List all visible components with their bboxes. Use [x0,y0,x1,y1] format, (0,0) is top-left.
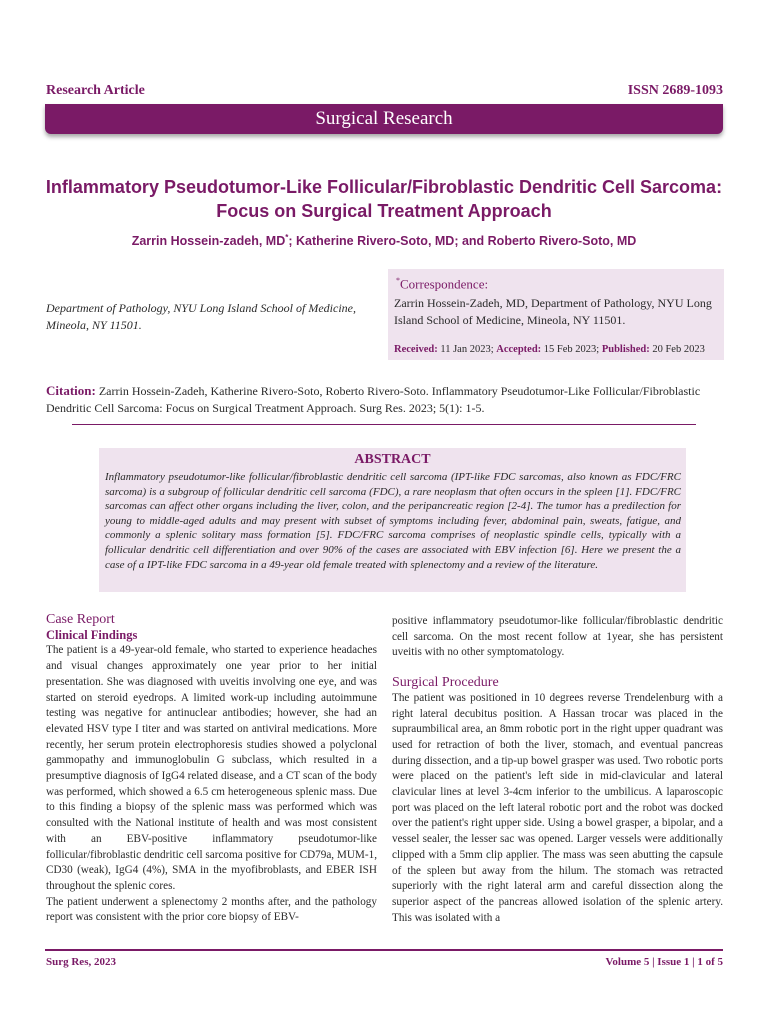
journal-banner: Surgical Research [45,104,723,134]
accepted-label: Accepted: [496,344,542,355]
abstract-text: Inflammatory pseudotumor-like follicular/fibroblastic dendritic cell sarcoma (IPT-like FDC sarcomas, also known as FDC/FRC sarcoma) is a subgroup of follicular dendritic cell sarcoma (FDC), a rare neoplasm that often occurs in the spleen [1]. FDC/FRC sarcomas can affect other organs including the liver, colon, and the peripancreatic region [2-4]. The tumor has a predilection for young to middle-aged adults and may present with subset of symptoms including fever, abdominal pain, sweats, fatigue, and commonly a splenic solitary mass formation [5]. FDC/FRC sarcoma comprises of neoplastic spindle cells, typically with a follicular dendritic cell differentiation and over 90% of the cases are associated with EBV infection [6]. Here we present the a case of a IPT-like FDC sarcoma in a 49-year old female treated with splenectomy and a review of the literature. [105,471,681,571]
surgical-procedure-heading: Surgical Procedure [392,675,499,691]
clinical-findings-continued: positive inflammatory pseudotumor-like follicular/fibroblastic dendritic cell sarcoma. On the most recent follow at 1year, she has persistent uveitis with no other symptomatology. [392,615,723,659]
correspondence-heading-text: Correspondence: [400,276,489,292]
published-date: 20 Feb 2023 [652,344,705,355]
accepted-date: 15 Feb 2023; [543,344,600,355]
clinical-findings-para1: The patient is a 49-year-old female, who started to experience headaches and visual changes approximately one year prior to her initial presentation. She was diagnosed with uveitis involving one eye, and was started on steroid eyedrops. A limited work-up including autoimmune testing was negative for antinuclear antibodies; however, she had an elevated HSV type I titer and was started on antiviral medications. More recently, her serum protein electrophoresis studies showed a polyclonal gammopathy and immunoglobulin G subclass, which resulted in a presumptive diagnosis of IgG4 related disease, and a CT scan of the body was performed, which showed a 6.5 cm heterogeneous splenic mass. Due to this finding a biopsy of the splenic mass was performed which was consulted with the National institute of health and was most consistent with an EBV-positive inflammatory pseudotumor-like follicular/fibroblastic dendritic cell sarcoma positive for CD79a, MUM-1, CD30 (weak), IgG4 (4%), SMA in the myofibroblasts, and EBER ISH throughout the splenic cores. [46,644,377,892]
abstract-heading: ABSTRACT [354,452,431,467]
affiliation: Department of Pathology, NYU Long Island School of Medicine, Mineola, NY 11501. [46,301,356,332]
left-column [46,612,377,926]
right-column [392,614,723,926]
footer-journal-year: Surg Res, 2023 [46,956,116,968]
paper-title-line1: Inflammatory Pseudotumor-Like Follicular/Fibroblastic Dendritic Cell Sarcoma: [45,177,723,197]
abstract-box [99,448,686,592]
section-divider [72,424,696,425]
article-type-label: Research Article [46,83,145,98]
correspondence-box [388,269,724,360]
footer-volume-page: Volume 5 | Issue 1 | 1 of 5 [605,956,723,968]
author-rest: ; Katherine Rivero-Soto, MD; and Roberto Rivero-Soto, MD [288,234,637,249]
corresponding-mark: * [285,233,289,242]
paper-title [40,175,728,223]
issn-label: ISSN 2689-1093 [627,83,723,98]
correspondence-text: Zarrin Hossein-Zadeh, MD, Department of Pathology, NYU Long Island School of Medicine, Mineola, NY 11501. [394,296,712,327]
received-date: 11 Jan 2023; [440,344,494,355]
surgical-procedure-para1: The patient was positioned in 10 degrees reverse Trendelenburg with a right lateral decubitus position. A Hassan trocar was placed in the supraumbilical area, an 8mm robotic port in the right upper quadrant was used for retraction of both the liver, stomach, and eventual pancreas during dissection, and a tip-up bowel grasper was used. Two robotic ports were placed on the patient's left side in mid-clavicular and lateral clavicular lines at level 3-4cm inferior to the umbilicus. A laparoscopic port was placed on the left lateral robotic port and the robot was docked over the patient's right upper side. Using a bowel grasper, a bipolar, and a vessel sealer, the lesser sac was opened. Larger vessels were additionally clipped with a 5mm clip applier. The mass was seen abutting the capsule of the spleen but away from the hilum. The stomach was retracted superiorly with the right lateral arm and careful dissection along the superior aspect of the pancreas allowed isolation of the splenic artery. This was isolated with a [392,691,723,924]
citation-label: Citation: [46,383,96,398]
author-1: Zarrin Hossein-zadeh, MD [131,234,286,249]
case-report-heading: Case Report [46,612,115,627]
author-list [40,233,728,248]
publication-dates [394,344,724,355]
received-label: Received: [394,344,438,355]
paper-title-line2: Focus on Surgical Treatment Approach [216,201,552,221]
published-label: Published: [601,344,650,355]
clinical-findings-para2: The patient underwent a splenectomy 2 months after, and the pathology report was consistent with the prior core biopsy of EBV- [46,895,377,924]
correspondence-mark: * [396,276,400,285]
footer-rule [45,949,723,951]
citation [46,382,726,417]
correspondence-heading [396,276,488,292]
clinical-findings-heading: Clinical Findings [46,627,138,642]
citation-text: Zarrin Hossein-Zadeh, Katherine Rivero-Soto, Roberto Rivero-Soto. Inflammatory Pseudotumor-Like Follicular/Fibroblastic Dendritic Cell Sarcoma: Focus on Surgical Treatment Approach. Surg Res. 2023; 5(1): 1-5. [46,384,701,415]
